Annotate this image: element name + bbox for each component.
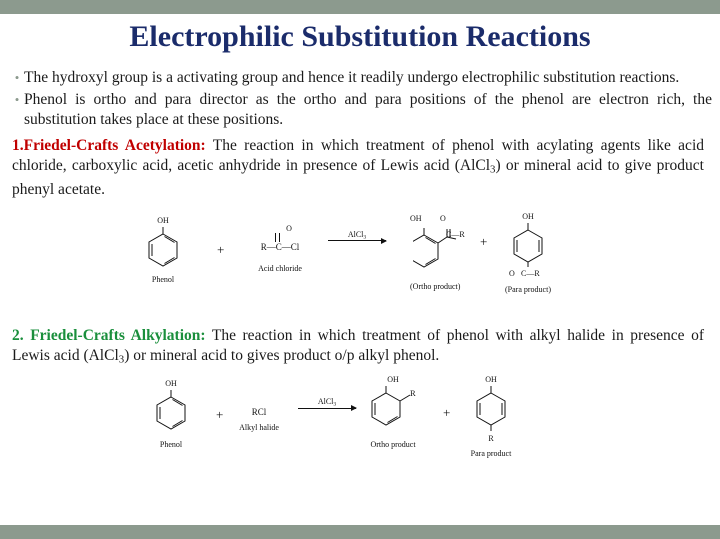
para-carbonyl-o-label: O: [509, 268, 515, 278]
phenol-caption: Phenol: [151, 274, 175, 284]
section-1-heading: 1.Friedel-Crafts Acetylation:: [12, 137, 206, 154]
section-2-paragraph: [10, 326, 712, 370]
acid-chloride-chain: R—C—Cl: [260, 241, 300, 252]
reaction-arrow-1: [328, 230, 386, 241]
plus-sign-1: +: [217, 241, 225, 257]
acid-chloride-structure: [235, 224, 325, 273]
section-1-body-part1: The reaction in which treatment of phenol with acylating agents like acid chloride, carboxylic acid, acetic anhydride in presence of Lewis acid (AlCl: [12, 137, 704, 174]
bullet-text: Phenol is ortho and para director as the ortho and para positions of the phenol are electron rich, the substitution takes place at these positions.: [24, 91, 712, 128]
reaction-arrow-2: [298, 397, 356, 408]
phenol-structure: [150, 379, 192, 449]
section-2-body-part1: The reaction in which treatment of phenol with alkyl halide in presence of Lewis acid (AlCl: [12, 326, 704, 364]
bullet-item: [10, 68, 712, 88]
arrow-line-icon: [328, 240, 386, 241]
para-alkyl-label: R: [488, 434, 494, 444]
benzene-ring-icon: [150, 388, 192, 432]
double-bond-lines: [235, 233, 325, 242]
para-product-caption: (Para product): [505, 284, 551, 294]
ortho-oh-label: OH: [387, 375, 399, 385]
para-product-structure: [470, 375, 512, 458]
para-oh-label: OH: [522, 211, 534, 221]
phenol-oh-label: OH: [165, 379, 177, 389]
page-title: Electrophilic Substitution Reactions: [129, 20, 591, 53]
ortho-product-structure: [410, 213, 465, 291]
section-1-paragraph: [10, 136, 712, 200]
section-2-body-part2: ) or mineral acid to gives product o/p alkyl phenol.: [124, 346, 440, 364]
slide-content: [10, 68, 712, 471]
alkyl-halide-structure: [232, 407, 286, 432]
ortho-acyl-chain: C—R: [446, 229, 465, 239]
carbonyl-o-label: O: [286, 223, 292, 233]
reaction-scheme-alkylation: [10, 371, 712, 471]
benzene-ring-icon: [470, 384, 512, 432]
ortho-oh-label: OH: [410, 213, 422, 223]
phenol-caption: Phenol: [159, 440, 183, 450]
phenol-structure: [142, 216, 184, 284]
top-decorative-band: [0, 0, 720, 14]
phenol-oh-label: OH: [157, 215, 169, 225]
para-product-structure: [505, 212, 551, 294]
ortho-product-caption: (Ortho product): [410, 281, 461, 291]
section-2-subscript: 3: [118, 353, 125, 366]
bullet-text: The hydroxyl group is a activating group and hence it readily undergo electrophilic substitution reactions.: [24, 69, 680, 86]
catalyst-label: AlCl$_3$: [317, 397, 337, 408]
ortho-alkyl-label: R: [410, 388, 416, 399]
plus-sign-1: +: [216, 407, 224, 423]
plus-sign-2: +: [443, 405, 451, 421]
section-2-heading: 2. Friedel-Crafts Alkylation:: [12, 326, 206, 344]
acid-chloride-caption: Acid chloride: [258, 263, 302, 273]
section-1-body-part2: ) or mineral acid to give product phenyl acetate.: [12, 157, 704, 198]
plus-sign-2: +: [480, 233, 488, 249]
para-product-caption: Para product: [470, 449, 512, 459]
bullet-dot-icon: •: [14, 92, 20, 107]
bullet-dot-icon: •: [14, 70, 20, 85]
ortho-product-structure: [370, 375, 416, 449]
bottom-decorative-band: [0, 525, 720, 539]
bullet-item: [10, 90, 712, 130]
alkyl-halide-caption: Alkyl halide: [239, 423, 279, 433]
benzene-ring-icon: [142, 225, 184, 269]
catalyst-label: AlCl$_3$: [347, 229, 367, 241]
arrow-line-icon: [298, 408, 356, 409]
section-1-subscript: 3: [490, 163, 496, 176]
reaction-scheme-acetylation: [10, 202, 712, 312]
ortho-carbonyl-o-label: O: [440, 213, 446, 223]
para-oh-label: OH: [485, 375, 497, 385]
benzene-ring-icon: [507, 221, 549, 267]
ortho-product-caption: Ortho product: [370, 440, 416, 450]
alkyl-halide-formula: RCl: [251, 407, 267, 418]
para-acyl-chain: C—R: [521, 268, 540, 278]
